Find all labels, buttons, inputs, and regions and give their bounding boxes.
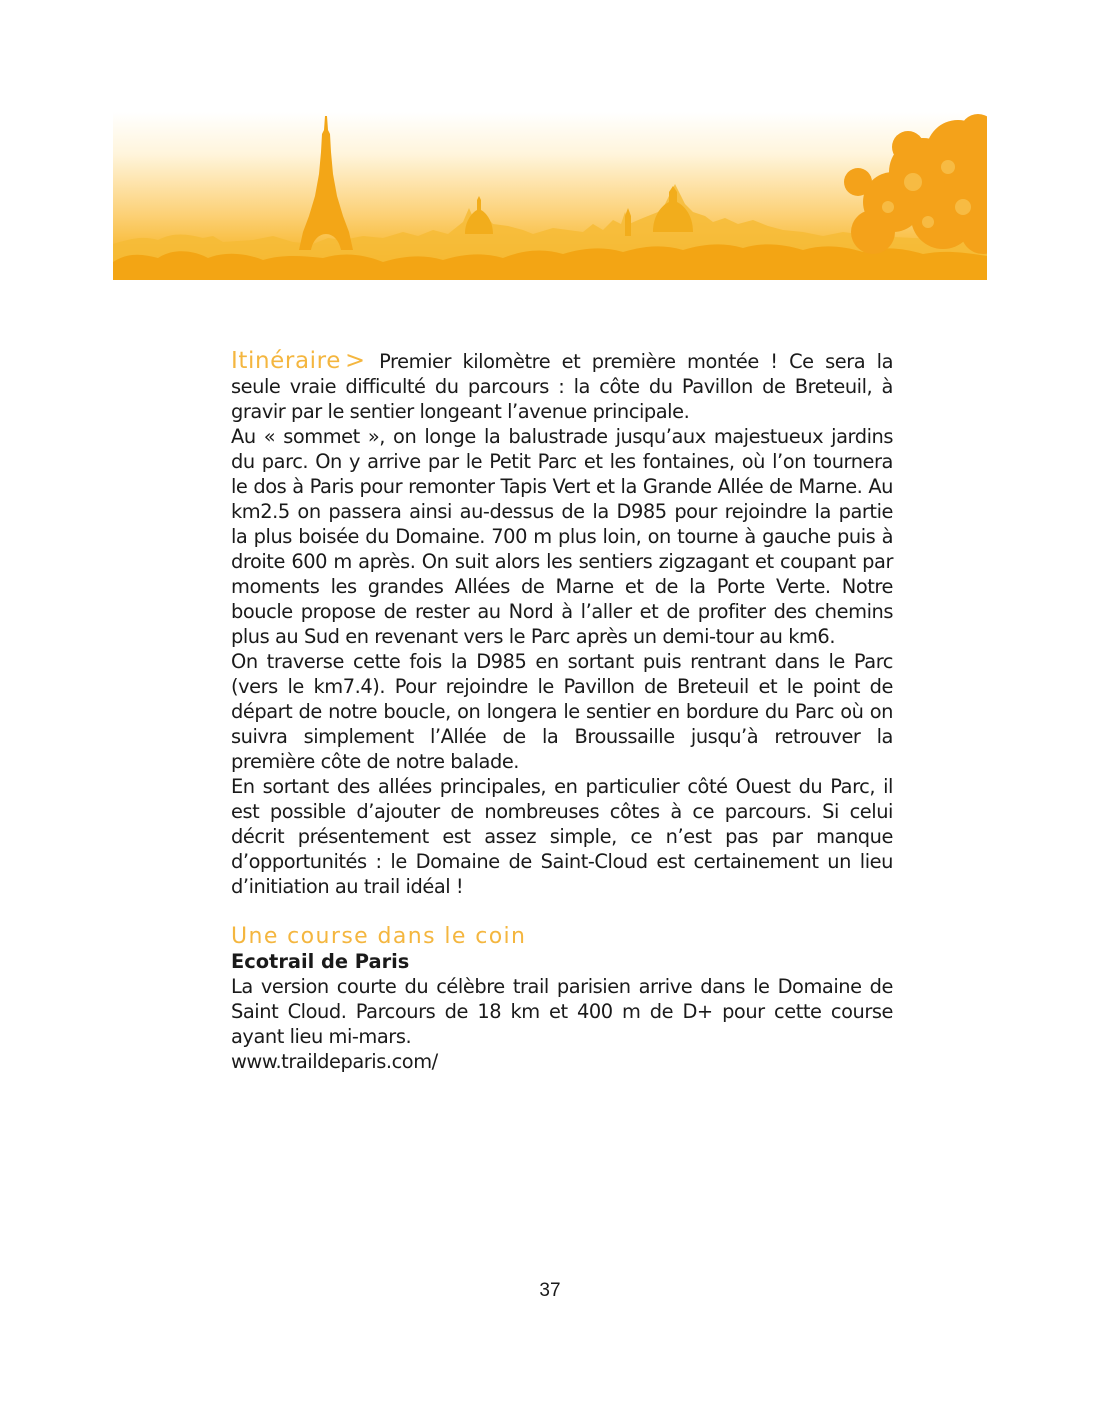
race-name: Ecotrail de Paris [231,950,410,973]
itineraire-paragraph [231,348,893,424]
page-number: 37 [539,1280,561,1301]
main-text-column [231,348,893,1074]
itineraire-paragraph: En sortant des allées principales, en particulier côté Ouest du Parc, il est possible d’ajouter de nombreuses côtes à ce parcours. Si celui décrit présentement est assez simple, ce n’est pas par manque d’opportunités : le Domaine de Saint-Cloud est certainement un lieu d’initiation au trail idéal ! [231,775,893,898]
race-description: La version courte du célèbre trail parisien arrive dans le Domaine de Saint Cloud. Parcours de 18 km et 400 m de D+ pour cette course ayant lieu mi-mars. [231,975,893,1048]
skyline-illustration [113,112,987,280]
paris-skyline-banner [113,112,987,280]
itineraire-paragraph: On traverse cette fois la D985 en sortant puis rentrant dans le Parc (vers le km7.4). Pour rejoindre le Pavillon de Breteuil et le point de départ de notre boucle, on longera le sentier en bordure du Parc où on suivra simplement l’Allée de la Broussaille jusqu’à retrouver la première côte de notre balade. [231,650,893,773]
chevron-right-icon: > [344,346,366,374]
race-url[interactable]: www.traildeparis.com/ [231,1050,438,1073]
itineraire-paragraph: Au « sommet », on longe la balustrade jusqu’aux majestueux jardins du parc. On y arrive par le Petit Parc et les fontaines, où l’on tournera le dos à Paris pour remonter Tapis Vert et la Grande Allée de Marne. Au km2.5 on passera ainsi au-dessus de la D985 pour rejoindre la partie la plus boisée du Domaine. 700 m plus loin, on tourne à gauche puis à droite 600 m après. On suit alors les sentiers zigzagant et coupant par moments les grandes Allées de Marne et de la Porte Verte. Notre boucle propose de rester au Nord à l’aller et de profiter des chemins plus au Sud en revenant vers le Parc après un demi-tour au km6. [231,425,893,648]
itineraire-label: Itinéraire [231,348,341,374]
section-title: Une course dans le coin [231,924,527,949]
itineraire-text: Premier kilomètre et première montée ! Ce sera la seule vraie difficulté du parcours : la côte du Pavillon de Breteuil, à gravir par le sentier longeant l’avenue principale. [231,350,894,423]
